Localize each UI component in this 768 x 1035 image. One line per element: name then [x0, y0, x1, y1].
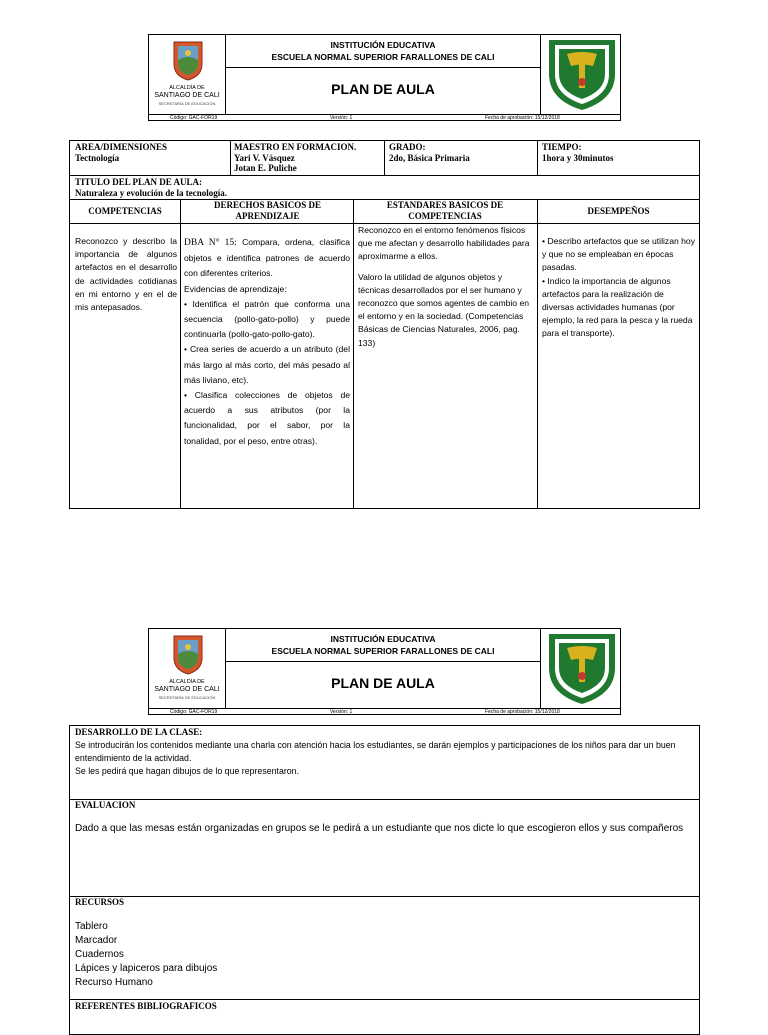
plan-title: PLAN DE AULA — [331, 675, 435, 691]
dba-evidence-label: Evidencias de aprendizaje: — [184, 283, 287, 294]
col-line-r1c — [537, 141, 538, 175]
header-divider-mid — [225, 67, 540, 68]
logo-text-3: SECRETARÍA DE EDUCACIÓN — [158, 695, 216, 700]
area-value: Tectnología — [75, 152, 120, 163]
col-header-desempenos: DESEMPEÑOS — [587, 206, 650, 216]
logo-text-2: SANTIAGO DE CALI — [154, 92, 220, 99]
desempenos-bullet-1: • Describo artefactos que se utilizan hoy y que no se empleaban en épocas pasadas. — [542, 236, 696, 273]
cali-coat-of-arms-icon — [166, 632, 224, 676]
grade-value: 2do, Básica Primaria — [389, 152, 470, 163]
grade-label: GRADO: — [389, 142, 426, 152]
evaluacion-text: Dado a que las mesas están organizadas en grupos se le pedirá a un estudiante que nos dicte lo que escogieron ellos y sus compañeros — [75, 823, 684, 834]
teacher-label: MAESTRO EN FORMACION. — [234, 142, 357, 152]
estandares-p2: Valoro la utilidad de algunos objetos y técnicas desarrollados por el ser humano y reconozco que somos agentes de cambio en el entorno y en la sociedad. (Competencias Básicas de Ciencias Naturales, 2006, pag. 133) — [358, 271, 530, 348]
logo-text-2: SANTIAGO DE CALI — [154, 686, 220, 693]
recurso-item: Cuadernos — [75, 949, 124, 960]
dba-prefix: DBA N° 15: — [184, 238, 237, 248]
teacher-value-1: Yari V. Vásquez — [234, 152, 295, 163]
code-label: Código: GAC-FOR19 — [170, 115, 218, 121]
teacher-value-2: Jotan E. Puliche — [234, 163, 297, 173]
approval-label: Fecha de aprobación: 15/12/2018 — [485, 115, 560, 121]
header-divider-right — [540, 34, 541, 114]
desarrollo-p2: Se les pedirá que hagan dibujos de lo que representaron. — [75, 766, 299, 776]
document-header-1 — [148, 34, 621, 121]
recurso-item: Recurso Humano — [75, 977, 153, 988]
dba-bullet-3: • Clasifica colecciones de objetos de acuerdo a sus atributos (por la funcionalidad, por el sabor, por la tonalidad, por el peso, entre otras). — [184, 390, 350, 446]
desarrollo-body — [75, 739, 695, 778]
document-header-2 — [148, 628, 621, 715]
version-label: Versión: 1 — [330, 115, 353, 121]
institution-line-1: INSTITUCIÓN EDUCATIVA — [330, 40, 436, 50]
time-cell — [542, 142, 697, 163]
evaluacion-label: EVALUACION — [75, 800, 136, 810]
logo-text-3: SECRETARÍA DE EDUCACIÓN — [158, 101, 216, 106]
estandares-cell — [358, 224, 536, 350]
dba-text: Compara, ordena, clasifica objetos e identifica patrones de acuerdo con diferentes criterios. — [184, 237, 350, 279]
row-line-1 — [70, 175, 699, 176]
col-line-r1b — [384, 141, 385, 175]
time-label: TIEMPO: — [542, 142, 582, 152]
logo-text-1: ALCALDÍA DE — [169, 85, 205, 91]
area-label: AREA/DIMENSIONES — [75, 142, 168, 152]
header-divider-mid — [225, 661, 540, 662]
col-line-c — [537, 199, 538, 509]
col-line-b — [353, 199, 354, 509]
school-shield-icon — [543, 630, 621, 706]
recursos-list — [75, 920, 475, 990]
col-header-estandares: ESTANDARES BASICOS DE COMPETENCIAS — [386, 200, 504, 221]
institution-line-2: ESCUELA NORMAL SUPERIOR FARALLONES DE CALI — [271, 646, 495, 656]
desempenos-cell — [542, 235, 696, 341]
area-cell — [75, 142, 225, 163]
plan-table-2 — [69, 725, 700, 1035]
logo-text-1: ALCALDÍA DE — [169, 679, 205, 685]
dba-cell — [184, 235, 350, 449]
col-header-competencias: COMPETENCIAS — [88, 206, 162, 216]
cali-coat-of-arms-icon — [166, 38, 224, 82]
teacher-cell — [234, 142, 384, 174]
grade-cell — [389, 142, 534, 163]
recurso-item: Tablero — [75, 921, 108, 932]
school-shield-icon — [543, 36, 621, 112]
plan-title-label: TITULO DEL PLAN DE AULA: — [75, 177, 203, 187]
col-header-dba: DERECHOS BASICOS DE APRENDIZAJE — [213, 200, 322, 221]
approval-label: Fecha de aprobación: 15/12/2018 — [485, 709, 560, 715]
institution-line-1: INSTITUCIÓN EDUCATIVA — [330, 634, 436, 644]
plan-table-1 — [69, 140, 700, 509]
code-label: Código: GAC-FOR19 — [170, 709, 218, 715]
desempenos-bullet-2: • Indico la importancia de algunos artefactos para la realización de diversas actividades humanas (por ejemplo, la red para la pesca y la rueda para el transporte). — [542, 275, 693, 339]
col-line-a — [180, 199, 181, 509]
recursos-label: RECURSOS — [75, 897, 125, 907]
recurso-item: Lápices y lapiceros para dibujos — [75, 963, 218, 974]
institution-line-2: ESCUELA NORMAL SUPERIOR FARALLONES DE CALI — [271, 52, 495, 62]
header-divider-right — [540, 628, 541, 708]
alcaldia-logo — [154, 38, 220, 112]
alcaldia-logo — [154, 632, 220, 706]
plan-title-cell — [75, 177, 695, 198]
estandares-p1: Reconozco en el entorno fenómenos físicos que me afectan y desarrollo habilidades para aproximarme a ellos. — [358, 225, 530, 262]
dba-bullet-2: • Crea series de acuerdo a un atributo (del más largo al más corto, del más pesado al más liviano, etc). — [184, 344, 350, 385]
recurso-item: Marcador — [75, 935, 118, 946]
time-value: 1hora y 30minutos — [542, 152, 614, 163]
dba-statement — [184, 235, 350, 282]
col-line-r1a — [230, 141, 231, 175]
plan-title: PLAN DE AULA — [331, 81, 435, 97]
version-label: Versión: 1 — [330, 709, 353, 715]
referentes-label: REFERENTES BIBLIOGRAFICOS — [75, 1001, 217, 1011]
desarrollo-label: DESARROLLO DE LA CLASE: — [75, 727, 203, 737]
desarrollo-p1: Se introducirán los contenidos mediante una charla con atención hacia los estudiantes, se darán ejemplos y participaciones de los niños para dar un buen entendimiento de la actividad. — [75, 740, 676, 763]
plan-title-value: Naturaleza y evolución de la tecnología. — [75, 187, 227, 198]
section-line-3 — [70, 999, 699, 1000]
dba-bullet-1: • Identifica el patrón que conforma una secuencia (pollo-gato-pollo) y puede continuarla (pollo-gato-pollo-gato). — [184, 298, 350, 340]
competencias-text: Reconozco y describo la importancia de algunos artefactos en el desarrollo de actividades cotidianas en mi entorno y en el de mis antepasados. — [75, 236, 177, 313]
